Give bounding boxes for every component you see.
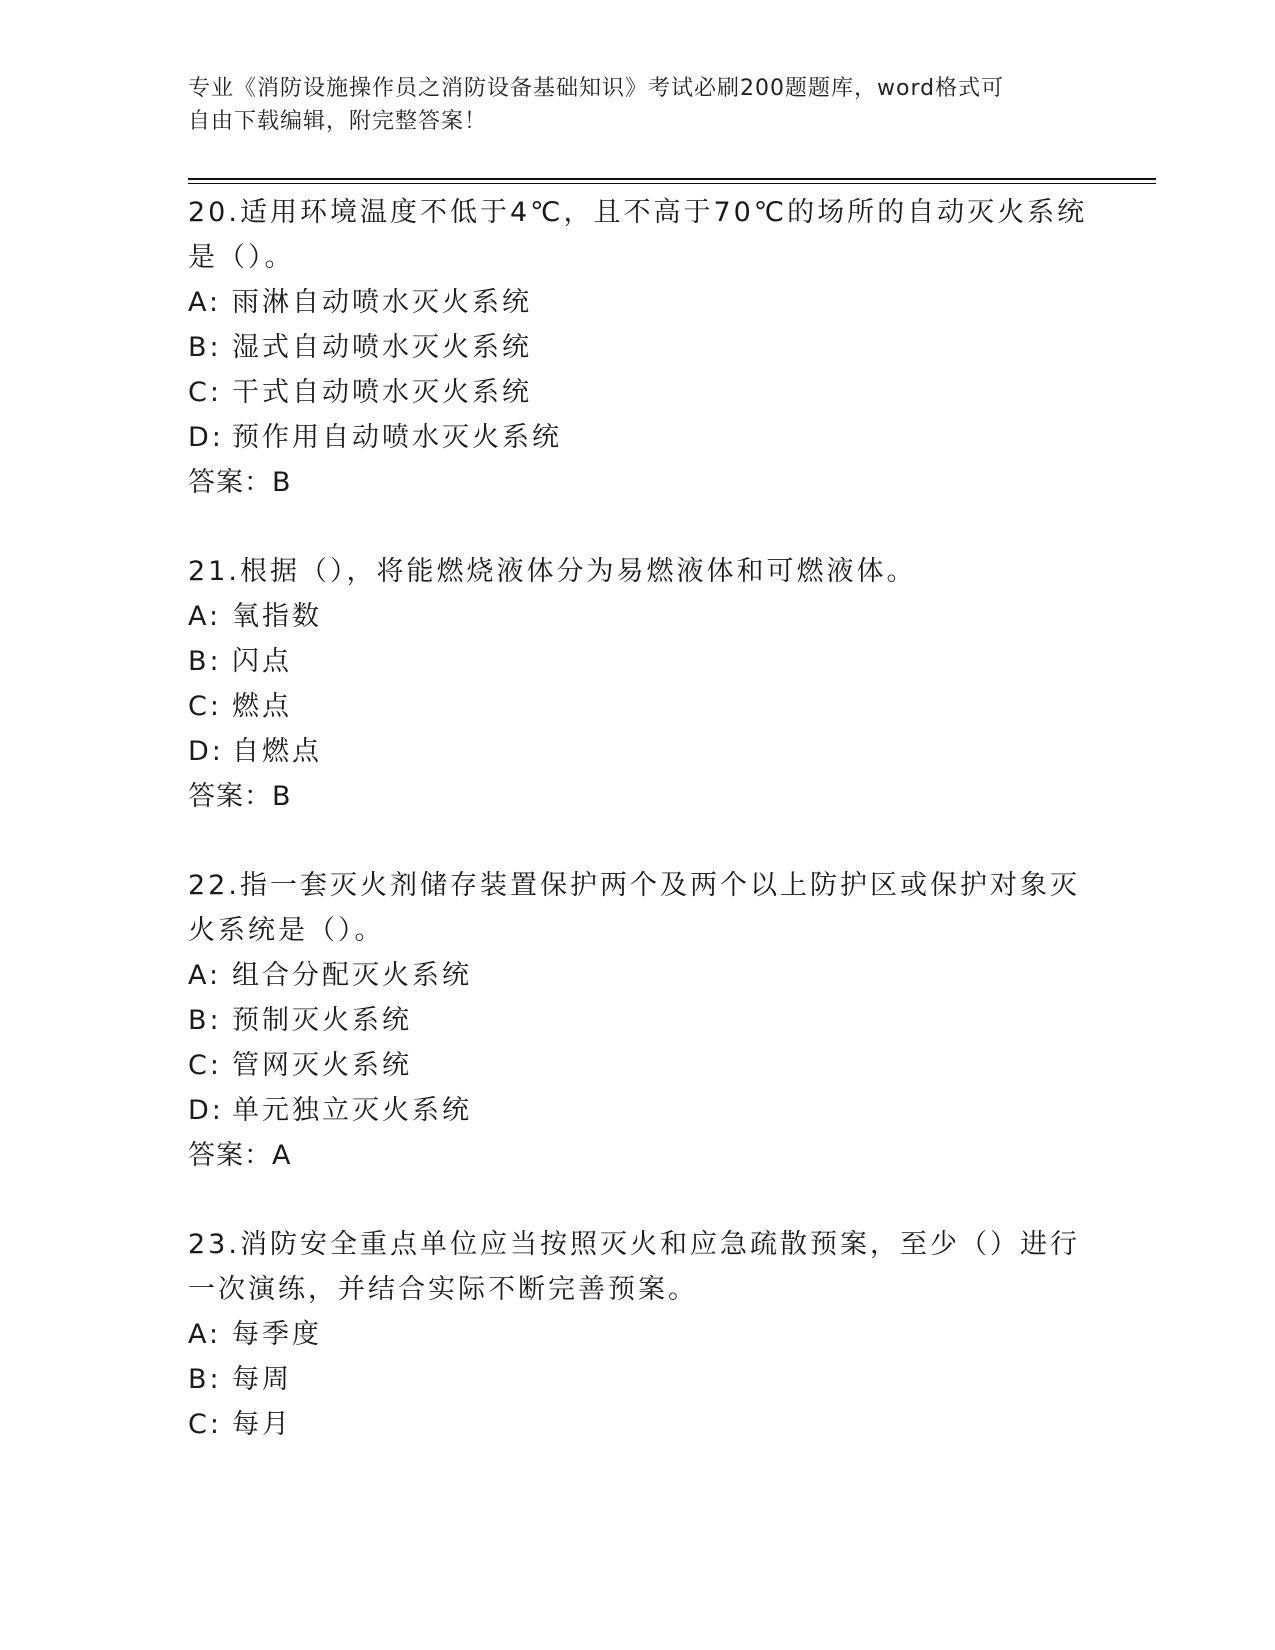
option-text: 干式自动喷水灭火系统	[232, 377, 532, 408]
option-text: 闪点	[232, 646, 292, 677]
question-22	[188, 863, 1088, 1178]
option-letter: C:	[188, 377, 222, 408]
option-letter: A:	[188, 601, 222, 632]
option-text: 组合分配灭火系统	[232, 960, 472, 991]
option-letter: B:	[188, 1005, 222, 1036]
option-letter: D:	[188, 736, 224, 767]
answer-line: 答案：B	[188, 781, 292, 812]
option-letter: D:	[188, 1095, 224, 1126]
question-stem: 20.适用环境温度不低于4℃，且不高于70℃的场所的自动灭火系统是（）。	[188, 197, 1088, 273]
option-a	[188, 953, 1088, 998]
option-b	[188, 325, 1088, 370]
option-text: 氧指数	[232, 601, 322, 632]
option-text: 雨淋自动喷水灭火系统	[232, 287, 532, 318]
question-21	[188, 549, 1088, 819]
option-a	[188, 1312, 1088, 1357]
option-text: 预制灭火系统	[232, 1005, 412, 1036]
option-text: 燃点	[232, 691, 292, 722]
option-letter: A:	[188, 960, 222, 991]
option-text: 湿式自动喷水灭火系统	[232, 332, 532, 363]
option-c	[188, 370, 1088, 415]
option-c	[188, 684, 1088, 729]
option-a	[188, 280, 1088, 325]
option-text: 每周	[232, 1364, 292, 1395]
option-b	[188, 998, 1088, 1043]
header-line-1: 专业《消防设施操作员之消防设备基础知识》考试必刷200题题库，word格式可	[188, 76, 1005, 101]
header-rule-thin	[188, 183, 1156, 184]
question-list	[188, 190, 1088, 1491]
option-letter: D:	[188, 422, 224, 453]
option-d	[188, 415, 1088, 460]
option-text: 每月	[232, 1409, 292, 1440]
option-text: 单元独立灭火系统	[232, 1095, 472, 1126]
answer-line: 答案：A	[188, 1140, 292, 1171]
question-20	[188, 190, 1088, 505]
option-b	[188, 639, 1088, 684]
option-b	[188, 1357, 1088, 1402]
option-text: 预作用自动喷水灭火系统	[232, 422, 562, 453]
option-letter: C:	[188, 1050, 222, 1081]
answer-line: 答案：B	[188, 467, 292, 498]
option-letter: A:	[188, 287, 222, 318]
option-c	[188, 1402, 1088, 1447]
document-header	[188, 72, 1068, 138]
option-d	[188, 1088, 1088, 1133]
option-letter: C:	[188, 1409, 222, 1440]
option-text: 每季度	[232, 1319, 322, 1350]
option-letter: B:	[188, 332, 222, 363]
option-letter: A:	[188, 1319, 222, 1350]
option-letter: C:	[188, 691, 222, 722]
question-stem: 21.根据（），将能燃烧液体分为易燃液体和可燃液体。	[188, 556, 917, 587]
header-line-2: 自由下载编辑，附完整答案！	[188, 109, 488, 134]
question-stem: 23.消防安全重点单位应当按照灭火和应急疏散预案，至少（）进行一次演练，并结合实际不断完善预案。	[188, 1229, 1080, 1305]
option-letter: B:	[188, 646, 222, 677]
option-a	[188, 594, 1088, 639]
option-text: 自燃点	[232, 736, 322, 767]
option-d	[188, 729, 1088, 774]
option-text: 管网灭火系统	[232, 1050, 412, 1081]
question-23	[188, 1222, 1088, 1447]
option-c	[188, 1043, 1088, 1088]
header-rule-thick	[188, 178, 1156, 180]
question-stem: 22.指一套灭火剂储存装置保护两个及两个以上防护区或保护对象灭火系统是（）。	[188, 870, 1080, 946]
option-letter: B:	[188, 1364, 222, 1395]
